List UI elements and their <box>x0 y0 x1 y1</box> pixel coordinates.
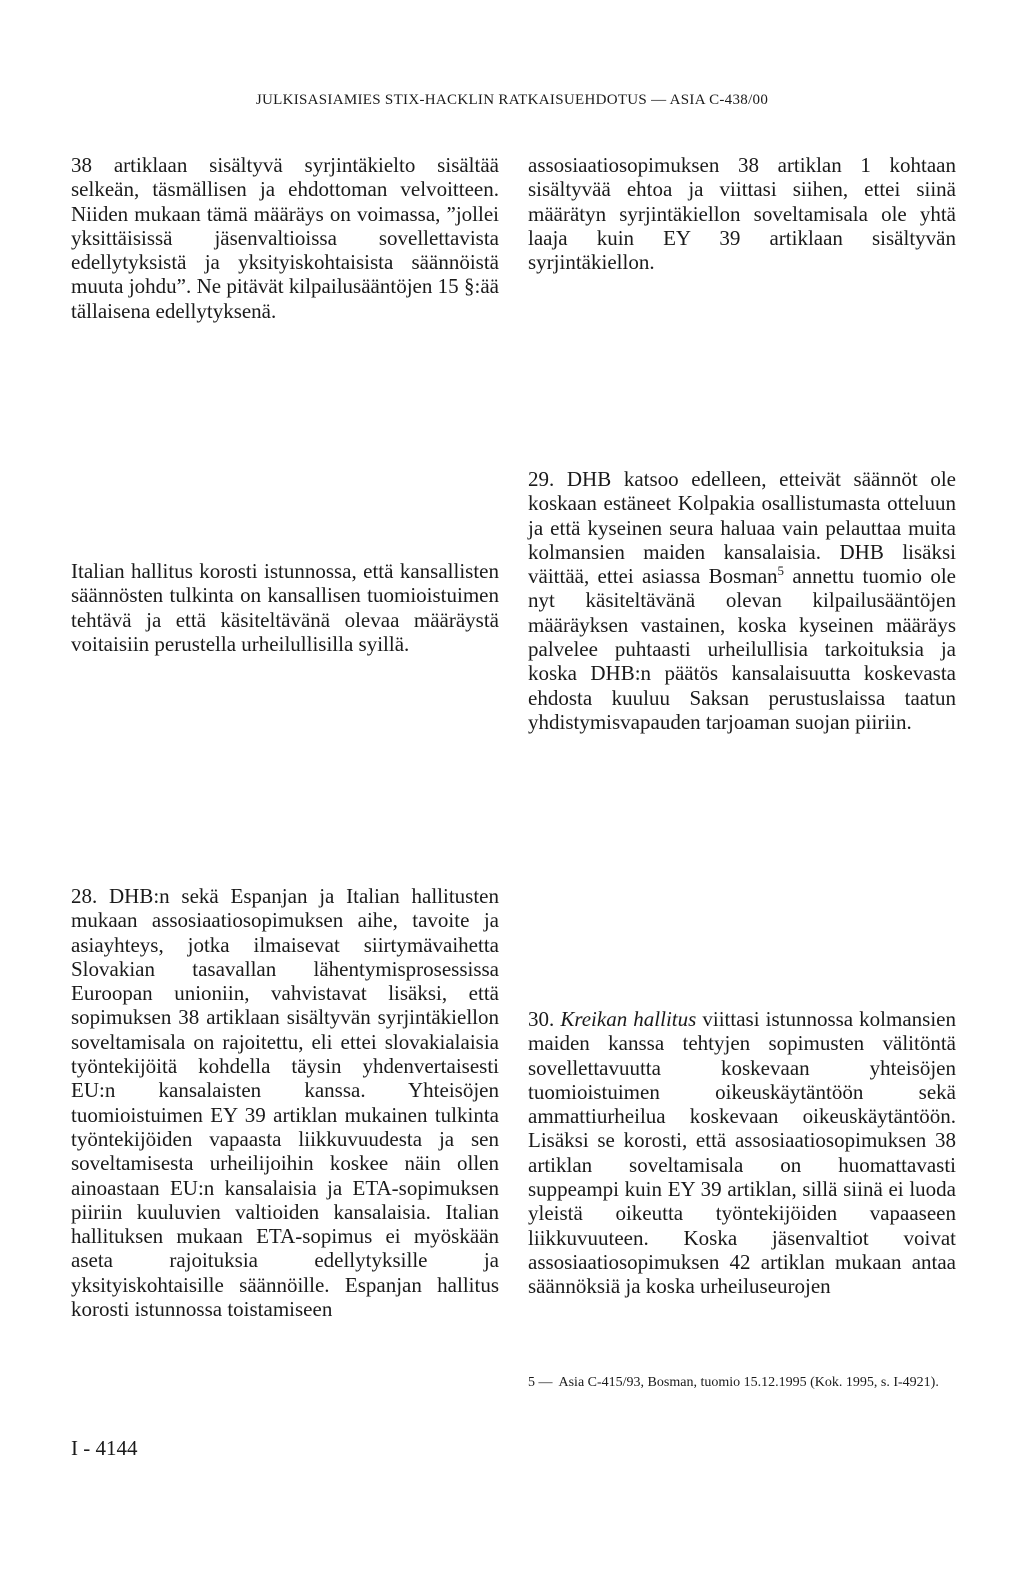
footnote <box>528 1374 956 1391</box>
left-column-middle-paragraph: Italian hallitus korosti istunnossa, että kansallisten säännösten tulkinta on kansallisen tuomioistuimen tehtävä ja että käsiteltävänä olevaa määräystä voitaisiin perustella urheilullisilla syillä. <box>71 559 499 656</box>
page-number: I - 4144 <box>71 1436 138 1460</box>
footnote-reference: 5 <box>777 563 785 579</box>
right-column-top-paragraph: assosiaatiosopimuksen 38 artiklan 1 kohtaan sisältyvää ehtoa ja viittasi siihen, ettei siinä määrätyn syrjintäkiellon soveltamisala ole yhtä laaja kuin EY 39 artiklaan sisältyvän syrjintäkiellon. <box>528 153 956 275</box>
left-column-top-paragraph: 38 artiklaan sisältyvä syrjintäkielto sisältää selkeän, täsmällisen ja ehdottoman velvoitteen. Niiden mukaan tämä määräys on voimassa, ”jollei yksittäisissä jäsenvaltioissa sovellettavista edellytyksistä ja yksityiskohtaisista säännöistä muuta johdu”. Ne pitävät kilpailusääntöjen 15 §:ää tällaisena edellytyksenä. <box>71 153 499 323</box>
footnote-number: 5 — <box>528 1375 553 1390</box>
paragraph-29 <box>528 467 956 734</box>
running-header: JULKISASIAMIES STIX-HACKLIN RATKAISUEHDOTUS — ASIA C-438/00 <box>255 92 769 108</box>
paragraph-30-text: viittasi istunnossa kolmansien maiden kanssa tehtyjen sopimusten välitöntä sovellettavuutta koskevaan yhteisöjen tuomioistuimen oikeuskäytäntöön sekä ammattiurheilua koskevaan oikeuskäytäntöön. Lisäksi se korosti, että assosiaatiosopimuksen 38 artiklan soveltamisala on huomattavasti suppeampi kuin EY 39 artiklan, sillä siinä ei luoda yleistä oikeutta työntekijöiden vapaaseen liikkuvuuteen. Koska jäsenvaltiot voivat assosiaatiosopimuksen 42 artiklan mukaan antaa säännöksiä ja koska urheiluseurojen <box>528 1007 957 1299</box>
footnote-text: Asia C-415/93, Bosman, tuomio 15.12.1995 (Kok. 1995, s. I-4921). <box>558 1375 939 1390</box>
paragraph-29-text-b: annettu tuomio ole nyt käsiteltävänä olevan kilpailusääntöjen määräyksen vastainen, koska kyseinen määräys palvelee puhtaasti urheilullisia tarkoituksia ja koska DHB:n päätös kansalaisuutta koskevasta ehdosta kuuluu Saksan perustuslaissa taatun yhdistymisvapauden tarjoaman suojan piiriin. <box>528 564 956 734</box>
paragraph-28: 28. DHB:n sekä Espanjan ja Italian hallitusten mukaan assosiaatiosopimuksen aihe, tavoite ja asiayhteys, jotka ilmaisevat siirtymävaihetta Slovakian tasavallan lähentymisprosessissa Euroopan unioniin, vahvistavat lisäksi, että sopimuksen 38 artiklaan sisältyvän syrjintäkiellon soveltamisala on rajoitettu, eli ettei slovakialaisia työntekijöitä kohdella täysin yhdenvertaisesti EU:n kansalaisten kanssa. Yhteisöjen tuomioistuimen EY 39 artiklan mukainen tulkinta työntekijöiden vapaasta liikkuvuudesta ja sen soveltamisesta urheilijoihin koskee näin ollen ainoastaan EU:n kansalaisia ja ETA-sopimuksen piiriin kuuluvien valtioiden kansalaisia. Italian hallituksen mukaan ETA-sopimus ei myöskään aseta rajoituksia edellytyksille ja yksityiskohtaisille säännöille. Espanjan hallitus korosti istunnossa toistamiseen <box>71 884 499 1322</box>
paragraph-30-number: 30. <box>528 1007 561 1031</box>
paragraph-30-subject: Kreikan hallitus <box>560 1007 697 1031</box>
paragraph-30 <box>528 1007 956 1299</box>
paragraph-29-text-a: 29. DHB katsoo edelleen, etteivät säännöt ole koskaan estäneet Kolpakia osallistumasta otteluun ja että kyseinen seura haluaa vain pelauttaa muita kolmansien maiden kansalaisia. DHB lisäksi väittää, ettei asiassa Bosman <box>528 467 956 589</box>
